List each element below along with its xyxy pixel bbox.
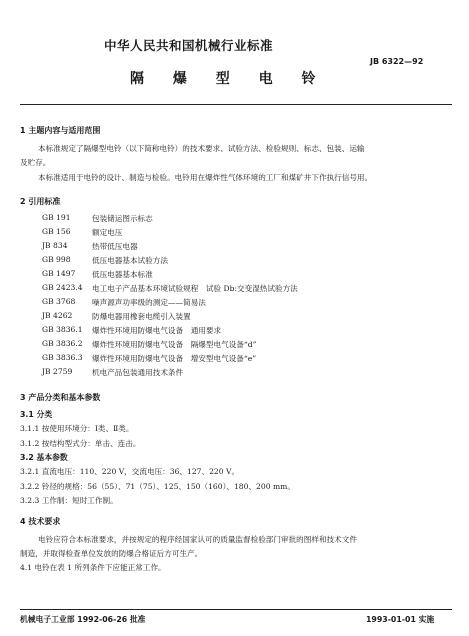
- ref-name: 爆炸性环境用防爆电气设备 通用要求: [92, 326, 222, 335]
- section-1-para-2: 本标准适用于电铃的设计、制造与检验。电铃用在爆炸性气体环境的工厂和煤矿井下作执行信号用。: [38, 173, 373, 182]
- section-4-para-line-2: 制造，并取得检查单位发放的防爆合格证后方可生产。: [20, 549, 203, 558]
- ref-code: GB 3768: [42, 297, 76, 306]
- standard-type: 中华人民共和国机械行业标准: [104, 38, 274, 53]
- ref-code: GB 3836.1: [42, 325, 83, 334]
- clause-3-1-2: 3.1.2 按结构型式分：单击、连击。: [20, 439, 141, 448]
- title-rule: [20, 104, 452, 105]
- ref-code: JB 834: [42, 241, 68, 250]
- section-1-para-1-line-2: 及贮存。: [20, 158, 51, 167]
- ref-code: JB 4262: [42, 311, 73, 320]
- ref-name: 额定电压: [92, 228, 123, 237]
- ref-code: GB 3836.3: [42, 353, 83, 362]
- ref-code: GB 1497: [42, 269, 76, 278]
- ref-name: 防爆电器用橡套电缆引入装置: [92, 312, 191, 321]
- effective-date: 1993-01-01 实施: [366, 615, 435, 624]
- ref-code: GB 3836.2: [42, 339, 83, 348]
- ref-name: 爆炸性环境用防爆电气设备 隔爆型电气设备“d”: [92, 340, 257, 349]
- subsection-3-1-heading: 3.1 分类: [20, 410, 53, 419]
- ref-code: GB 2423.4: [42, 283, 83, 292]
- approval-line: 机械电子工业部 1992-06-26 批准: [20, 615, 146, 624]
- section-1-heading: 1 主题内容与适用范围: [20, 126, 101, 135]
- section-1-para-1-line-1: 本标准规定了隔爆型电铃（以下简称电铃）的技术要求、试验方法、检验规则、标志、包装、运输: [38, 144, 365, 153]
- ref-name: 包装储运图示标志: [92, 214, 153, 223]
- ref-code: GB 156: [42, 227, 71, 236]
- ref-name: 低压电器基本标准: [92, 270, 153, 279]
- section-4-heading: 4 技术要求: [20, 517, 61, 526]
- clause-3-2-3: 3.2.3 工作制：短时工作制。: [20, 496, 118, 505]
- section-4-para-line-1: 电铃应符合本标准要求，并按规定的程序经国家认可的质量监督检验部门审批的图样和技术文件: [38, 535, 357, 544]
- ref-code: GB 191: [42, 213, 71, 222]
- clause-3-2-2: 3.2.2 铃径的规格：56（55）、71（75）、125、150（160）、180、200 mm。: [20, 482, 295, 491]
- ref-code: GB 998: [42, 255, 71, 264]
- ref-code: JB 2759: [42, 367, 73, 376]
- clause-3-1-1: 3.1.1 按使用环境分：Ⅰ类、Ⅱ类。: [20, 424, 134, 433]
- ref-name: 低压电器基本试验方法: [92, 256, 168, 265]
- ref-name: 热带低压电器: [92, 242, 138, 251]
- ref-name: 电工电子产品基本环境试验规程 试验 Db:交变湿热试验方法: [92, 284, 298, 293]
- document-title: 隔 爆 型 电 铃: [130, 71, 328, 87]
- ref-name: 爆炸性环境用防爆电气设备 增安型电气设备“e”: [92, 354, 257, 363]
- ref-name: 机电产品包装通用技术条件: [92, 368, 184, 377]
- clause-4-1: 4.1 电铃在表 1 所列条件下应能正常工作。: [20, 563, 166, 572]
- section-3-heading: 3 产品分类和基本参数: [20, 393, 101, 402]
- clause-3-2-1: 3.2.1 直流电压：110、220 V，交流电压：36、127、220 V。: [20, 467, 240, 476]
- ref-name: 噪声源声功率级的测定——简易法: [92, 298, 206, 307]
- section-2-heading: 2 引用标准: [20, 197, 61, 206]
- document-code: JB 6322—92: [370, 57, 424, 66]
- subsection-3-2-heading: 3.2 基本参数: [20, 453, 68, 462]
- footer-rule: [20, 609, 452, 610]
